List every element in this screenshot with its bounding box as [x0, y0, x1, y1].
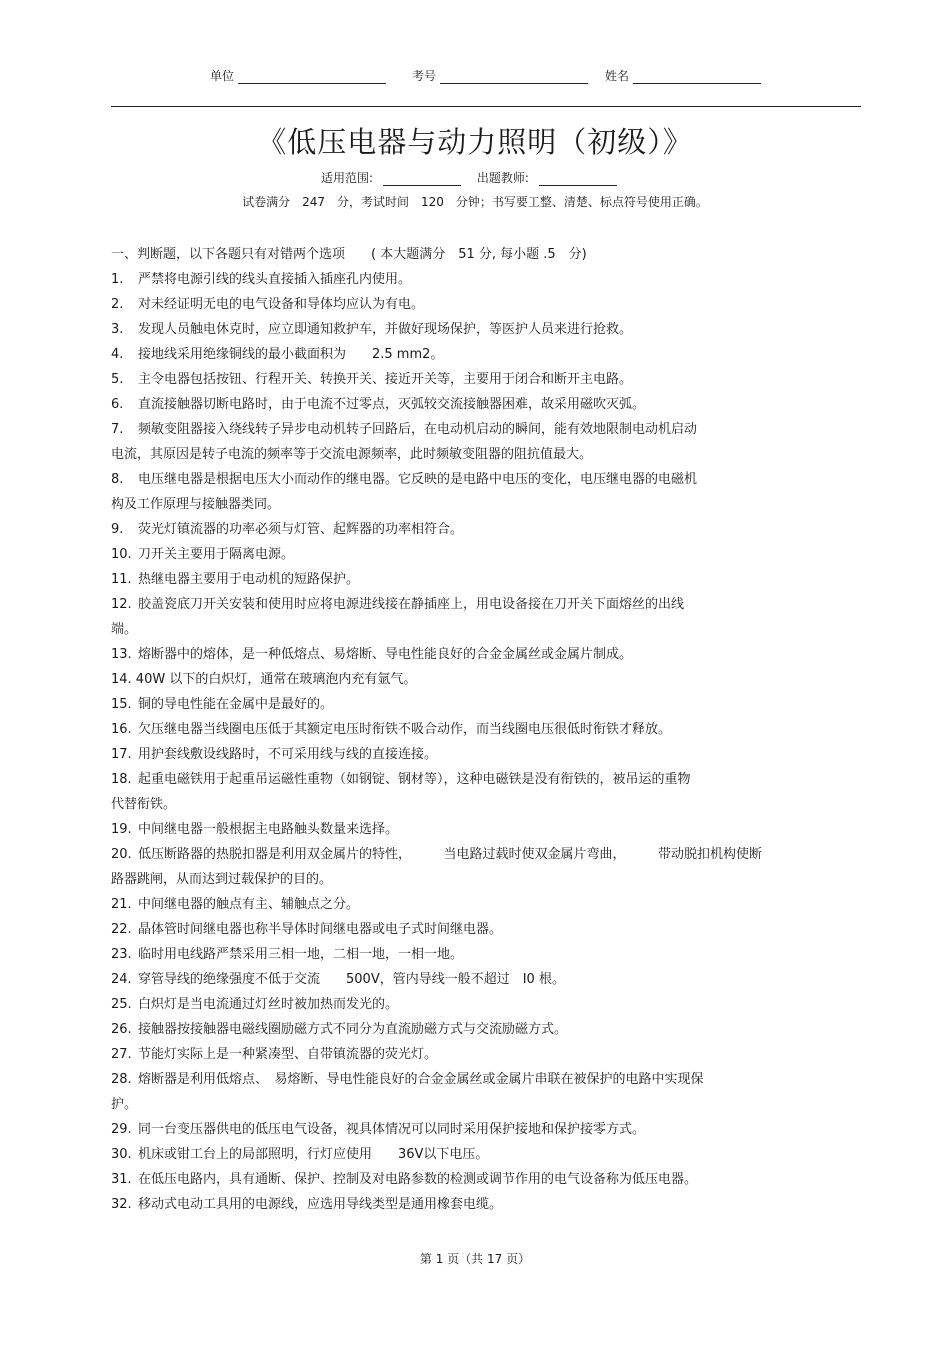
question-item [111, 342, 861, 367]
question-text: 铜的导电性能在金属中是最好的。 [138, 697, 334, 712]
question-item [111, 392, 861, 417]
question-text: 临时用电线路严禁采用三相一地，二相一地，一相一地。 [138, 947, 464, 962]
exam-info: 试卷满分 247 分，考试时间 120 分钟；书写要工整、清楚、标点符号使用正确。 [242, 195, 708, 209]
question-item [111, 892, 861, 917]
question-text-continued: 代替衔铁。 [111, 797, 177, 812]
question-item [111, 417, 861, 467]
question-number: 8. [111, 472, 124, 487]
question-number: 3. [111, 322, 124, 337]
teacher-label: 出题教师: [476, 171, 529, 185]
question-text: 热继电器主要用于电动机的短路保护。 [138, 572, 360, 587]
question-item [111, 292, 861, 317]
question-text: 荧光灯镇流器的功率必须与灯管、起辉器的功率相符合。 [138, 522, 464, 537]
question-number: 9. [111, 522, 124, 537]
question-text: 电压继电器是根据电压大小而动作的继电器。它反映的是电路中电压的变化，电压继电器的电磁机 [138, 472, 698, 487]
question-number: 26. [111, 1022, 132, 1037]
question-number: 20. [111, 847, 132, 862]
question-text: 欠压继电器当线圈电压低于其额定电压时衔铁不吸合动作，而当线圈电压很低时衔铁才释放。 [138, 722, 672, 737]
question-item [111, 1192, 861, 1217]
header-divider [111, 106, 861, 107]
exam-no-blank[interactable] [440, 71, 588, 84]
page-title: 《低压电器与动力照明（初级）》 [257, 125, 693, 159]
question-number: 1. [111, 272, 124, 287]
unit-blank[interactable] [238, 71, 386, 84]
question-number: 25. [111, 997, 132, 1012]
question-number: 30. [111, 1147, 132, 1162]
question-text: 熔断器是利用低熔点、 易熔断、导电性能良好的合金金属丝或金属片串联在被保护的电路中实现保 [138, 1072, 704, 1087]
question-text: 白炽灯是当电流通过灯丝时被加热而发光的。 [138, 997, 399, 1012]
question-number: 6. [111, 397, 124, 412]
question-text: 接地线采用绝缘铜线的最小截面积为 2.5 mm2。 [138, 347, 444, 362]
teacher-blank[interactable] [539, 173, 617, 186]
question-text: 在低压电路内，具有通断、保护、控制及对电路参数的检测或调节作用的电气设备称为低压电器。 [138, 1172, 698, 1187]
question-text: 同一台变压器供电的低压电气设备，视具体情况可以同时采用保护接地和保护接零方式。 [138, 1122, 646, 1137]
question-text: 低压断路器的热脱扣器是利用双金属片的特性， 当电路过载时使双金属片弯曲， 带动脱扣机构使断 [138, 847, 763, 862]
question-number: 11. [111, 572, 132, 587]
question-text-continued: 端。 [111, 622, 138, 637]
question-text: 节能灯实际上是一种紧凑型、自带镇流器的荧光灯。 [138, 1047, 438, 1062]
question-text: 用护套线敷设线路时，不可采用线与线的直接连接。 [138, 747, 438, 762]
question-item [111, 817, 861, 842]
question-item [111, 717, 861, 742]
question-item [111, 667, 861, 692]
question-item [111, 1017, 861, 1042]
question-item [111, 542, 861, 567]
question-text: 中间继电器一般根据主电路触头数量来选择。 [138, 822, 399, 837]
question-item [111, 842, 861, 892]
question-item [111, 742, 861, 767]
question-text: 刀开关主要用于隔离电源。 [138, 547, 295, 562]
unit-label: 单位 [210, 69, 235, 83]
name-blank[interactable] [633, 71, 761, 84]
question-text: 中间继电器的触点有主、辅触点之分。 [138, 897, 360, 912]
question-item [111, 367, 861, 392]
question-number: 18. [111, 772, 132, 787]
question-item [111, 967, 861, 992]
question-number: 27. [111, 1047, 132, 1062]
question-item [111, 1067, 861, 1117]
question-number: 19. [111, 822, 132, 837]
question-number: 5. [111, 372, 124, 387]
unit-field [210, 67, 386, 84]
question-number: 21. [111, 897, 132, 912]
question-number: 32. [111, 1197, 132, 1212]
question-number: 23. [111, 947, 132, 962]
question-text-continued: 构及工作原理与接触器类同。 [111, 497, 281, 512]
question-item [111, 917, 861, 942]
question-number: 28. [111, 1072, 132, 1087]
question-item [111, 1117, 861, 1142]
question-item [111, 267, 861, 292]
question-text: 主令电器包括按钮、行程开关、转换开关、接近开关等，主要用于闭合和断开主电路。 [138, 372, 633, 387]
question-item [111, 517, 861, 542]
question-text: 移动式电动工具用的电源线，应选用导线类型是通用橡套电缆。 [138, 1197, 503, 1212]
question-number: 31. [111, 1172, 132, 1187]
question-text: 频敏变阻器接入绕线转子异步电动机转子回路后，在电动机启动的瞬间，能有效地限制电动机启动 [138, 422, 698, 437]
question-list [111, 267, 861, 1217]
name-field [605, 67, 761, 84]
question-text: 机床或钳工台上的局部照明，行灯应使用 36V以下电压。 [138, 1147, 489, 1162]
question-number: 29. [111, 1122, 132, 1137]
question-text: 对未经证明无电的电气设备和导体均应认为有电。 [138, 297, 425, 312]
question-item [111, 767, 861, 817]
question-number: 15. [111, 697, 132, 712]
question-item [111, 317, 861, 342]
question-item [111, 1042, 861, 1067]
question-text: 14. 40W 以下的白炽灯，通常在玻璃泡内充有氩气。 [111, 672, 417, 687]
question-text: 胶盖瓷底刀开关安装和使用时应将电源进线接在静插座上，用电设备接在刀开关下面熔丝的出线 [138, 597, 685, 612]
question-text: 直流接触器切断电路时，由于电流不过零点，灭弧较交流接触器困难，故采用磁吹灭弧。 [138, 397, 646, 412]
question-text: 穿管导线的绝缘强度不低于交流 500V，管内导线一般不超过 I0 根。 [138, 972, 565, 987]
question-number: 4. [111, 347, 124, 362]
question-number: 7. [111, 422, 124, 437]
meta-line-1 [0, 169, 950, 186]
question-text: 发现人员触电休克时，应立即通知救护车，并做好现场保护，等医护人员来进行抢救。 [138, 322, 633, 337]
question-item [111, 1142, 861, 1167]
scope-blank[interactable] [383, 173, 461, 186]
question-item [111, 1167, 861, 1192]
question-item [111, 467, 861, 517]
question-item [111, 592, 861, 642]
question-item [111, 642, 861, 667]
question-text: 晶体管时间继电器也称半导体时间继电器或电子式时间继电器。 [138, 922, 503, 937]
question-number: 10. [111, 547, 132, 562]
question-item [111, 692, 861, 717]
name-label: 姓名 [605, 69, 630, 83]
question-number: 2. [111, 297, 124, 312]
question-text-continued: 护。 [111, 1097, 138, 1112]
question-number: 13. [111, 647, 132, 662]
question-text: 严禁将电源引线的线头直接插入插座孔内使用。 [138, 272, 412, 287]
question-number: 17. [111, 747, 132, 762]
question-text: 起重电磁铁用于起重吊运磁性重物（如钢锭、钢材等），这种电磁铁是没有衔铁的，被吊运的重物 [138, 772, 691, 787]
page-footer: 第 1 页（共 17 页） [419, 1252, 531, 1266]
section-heading: 一、判断题，以下各题只有对错两个选项 ( 本大题满分 51 分, 每小题 .5 分) [111, 247, 587, 262]
question-text-continued: 电流，其原因是转子电流的频率等于交流电源频率，此时频敏变阻器的阻抗值最大。 [111, 447, 593, 462]
question-text: 接触器按接触器电磁线圈励磁方式不同分为直流励磁方式与交流励磁方式。 [138, 1022, 568, 1037]
question-number: 12. [111, 597, 132, 612]
question-text: 熔断器中的熔体，是一种低熔点、易熔断、导电性能良好的合金金属丝或金属片制成。 [138, 647, 633, 662]
question-number: 22. [111, 922, 132, 937]
question-text-continued: 路器跳闸，从而达到过载保护的目的。 [111, 872, 333, 887]
exam-no-label: 考号 [412, 69, 437, 83]
question-number: 24. [111, 972, 132, 987]
question-item [111, 567, 861, 592]
question-item [111, 992, 861, 1017]
question-item [111, 942, 861, 967]
scope-label: 适用范围: [321, 171, 374, 185]
question-number: 16. [111, 722, 132, 737]
exam-no-field [412, 67, 588, 84]
